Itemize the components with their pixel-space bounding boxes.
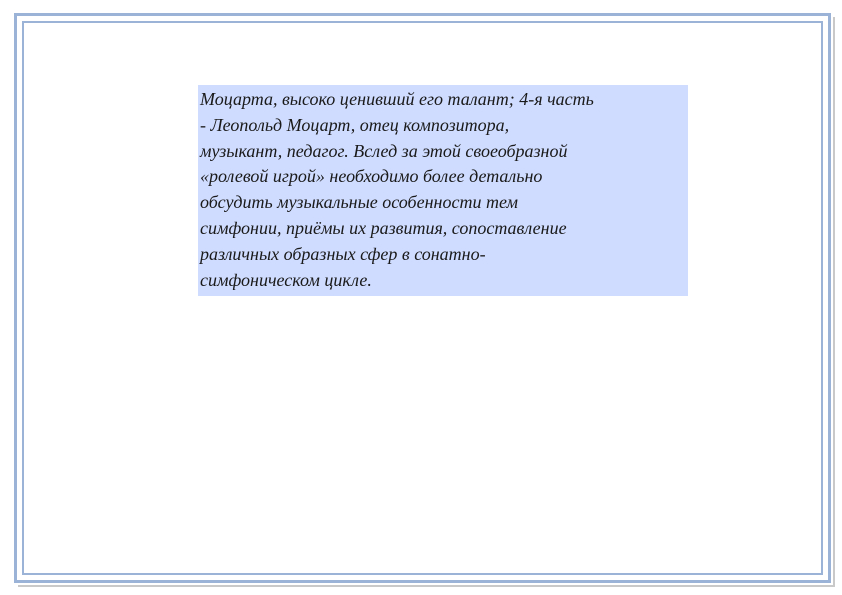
text-line-6: симфонии, приёмы их развития, сопоставление	[200, 217, 567, 238]
text-line-2: - Леопольд Моцарт, отец композитора,	[200, 114, 510, 135]
highlighted-text-box	[198, 85, 688, 296]
text-line-8: симфоническом цикле.	[200, 269, 372, 290]
text-line-4: «ролевой игрой» необходимо более детально	[200, 166, 543, 187]
text-line-5: обсудить музыкальные особенности тем	[200, 192, 518, 213]
text-line-1: Моцарта, высоко ценивший его талант; 4-я часть	[200, 89, 594, 109]
text-line-3: музыкант, педагог. Вслед за этой своеобразной	[200, 140, 568, 161]
text-line-7: различных образных сфер в сонатно-	[200, 243, 486, 264]
